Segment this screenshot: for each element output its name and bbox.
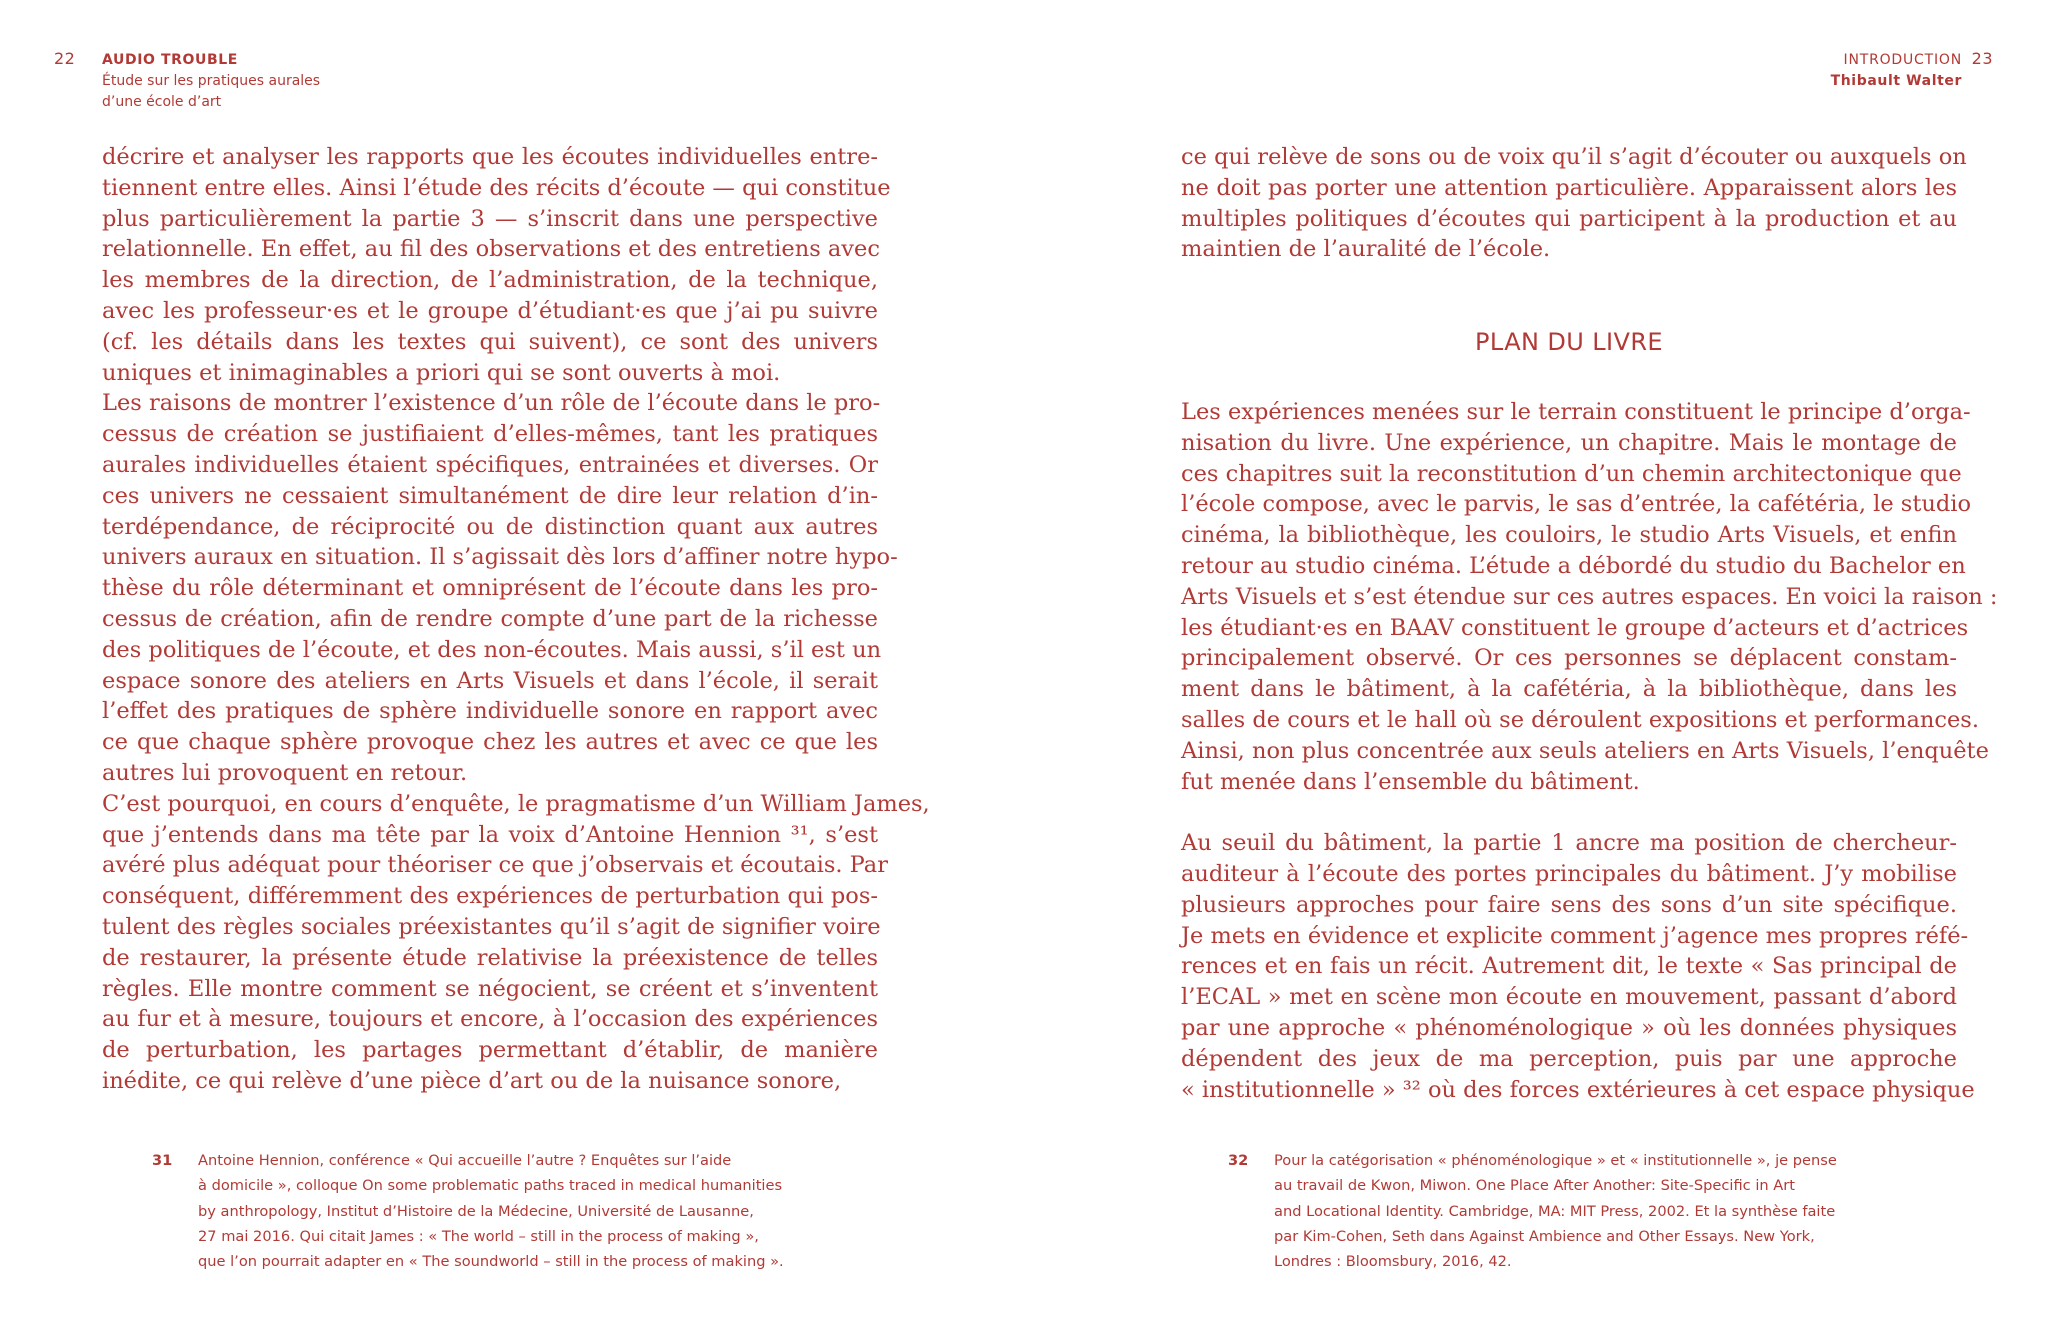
text-line: ces univers ne cessaient simultanément de dire leur relation d’in- — [102, 482, 878, 509]
text-line: avec les professeur·es et le groupe d’étudiant·es que j’ai pu suivre — [102, 297, 878, 324]
running-head — [1831, 50, 1962, 92]
text-line: maintien de l’auralité de l’école. — [1181, 236, 1551, 263]
section-heading: PLAN DU LIVRE — [1475, 328, 1663, 357]
footnote-line: Londres : Bloomsbury, 2016, 42. — [1274, 1253, 1512, 1271]
footnote-line: que l’on pourrait adapter en « The soundworld – still in the process of making ». — [198, 1253, 784, 1271]
book-subtitle-line: d’une école d’art — [102, 94, 222, 110]
text-line: l’ECAL » met en scène mon écoute en mouvement, passant d’abord — [1181, 984, 1957, 1011]
text-line: (cf. les détails dans les textes qui suivent), ce sont des univers — [102, 328, 878, 355]
footnote-number: 31 — [152, 1152, 173, 1169]
text-line: ment dans le bâtiment, à la cafétéria, à la bibliothèque, dans les — [1181, 676, 1957, 703]
text-line: Les expériences menées sur le terrain constituent le principe d’orga- — [1181, 398, 1971, 425]
footnote-text — [1274, 1148, 1837, 1274]
text-line: retour au studio cinéma. L’étude a débordé du studio du Bachelor en — [1181, 552, 1966, 579]
body-text — [102, 142, 930, 1097]
text-line: ces chapitres suit la reconstitution d’un chemin architectonique que — [1181, 460, 1962, 487]
text-line: uniques et inimaginables a priori qui se sont ouverts à moi. — [102, 359, 781, 386]
footnote-text — [198, 1148, 784, 1274]
footnote-number: 32 — [1228, 1152, 1249, 1169]
footnote — [1228, 1148, 1837, 1274]
page-number: 23 — [1971, 49, 1993, 68]
text-line: que j’entends dans ma tête par la voix d’Antoine Hennion ³¹, s’est — [102, 821, 878, 848]
text-line: nisation du livre. Une expérience, un chapitre. Mais le montage de — [1181, 429, 1957, 456]
text-line: de restaurer, la présente étude relativise la préexistence de telles — [102, 944, 878, 971]
text-line: tiennent entre elles. Ainsi l’étude des récits d’écoute — qui constitue — [102, 174, 891, 201]
text-line: les étudiant·es en BAAV constituent le groupe d’acteurs et d’actrices — [1181, 614, 1969, 641]
text-line: plus particulièrement la partie 3 — s’inscrit dans une perspective — [102, 205, 878, 232]
book-subtitle-line: Étude sur les pratiques aurales — [102, 73, 321, 89]
text-line: ce qui relève de sons ou de voix qu’il s’agit d’écouter ou auxquels on — [1181, 144, 1967, 170]
text-line: aurales individuelles étaient spécifiques, entrainées et diverses. Or — [102, 451, 878, 478]
text-line: l’effet des pratiques de sphère individuelle sonore en rapport avec — [102, 698, 878, 725]
page-number: 22 — [54, 49, 76, 68]
text-line: décrire et analyser les rapports que les écoutes individuelles entre- — [102, 144, 878, 170]
text-line: principalement observé. Or ces personnes se déplacent constam- — [1181, 645, 1957, 672]
text-line: autres lui provoquent en retour. — [102, 759, 468, 786]
text-line: cessus de création, afin de rendre compte d’une part de la richesse — [102, 605, 878, 632]
text-line: conséquent, différemment des expériences de perturbation qui pos- — [102, 883, 878, 910]
text-line: ne doit pas porter une attention particulière. Apparaissent alors les — [1181, 174, 1957, 201]
text-line: Au seuil du bâtiment, la partie 1 ancre ma position de chercheur- — [1181, 830, 1957, 857]
book-title: AUDIO TROUBLE — [102, 52, 238, 68]
text-line: ce que chaque sphère provoque chez les autres et avec ce que les — [102, 729, 878, 756]
footnote-line: by anthropology, Institut d’Histoire de la Médecine, Université de Lausanne, — [198, 1202, 754, 1220]
running-head — [102, 50, 320, 113]
text-line: terdépendance, de réciprocité ou de distinction quant aux autres — [102, 513, 878, 540]
text-line: « institutionnelle » ³² où des forces extérieures à cet espace physique — [1181, 1076, 1975, 1103]
right-page — [1023, 0, 2047, 1338]
text-line: thèse du rôle déterminant et omniprésent de l’écoute dans les pro- — [102, 575, 878, 602]
text-line: inédite, ce qui relève d’une pièce d’art ou de la nuisance sonore, — [102, 1067, 842, 1094]
text-line: C’est pourquoi, en cours d’enquête, le pragmatisme d’un William James, — [102, 790, 930, 817]
text-line: tulent des règles sociales préexistantes qu’il s’agit de signifier voire — [102, 913, 881, 940]
footnote-line: Antoine Hennion, conférence « Qui accueille l’autre ? Enquêtes sur l’aide — [198, 1152, 732, 1169]
text-line: multiples politiques d’écoutes qui participent à la production et au — [1181, 205, 1957, 232]
text-line: salles de cours et le hall où se déroulent expositions et performances. — [1181, 706, 1980, 733]
text-line: Ainsi, non plus concentrée aux seuls ateliers en Arts Visuels, l’enquête — [1181, 737, 1989, 764]
text-line: espace sonore des ateliers en Arts Visuels et dans l’école, il serait — [102, 667, 878, 694]
text-line: dépendent des jeux de ma perception, puis par une approche — [1181, 1045, 1957, 1072]
text-line: Les raisons de montrer l’existence d’un rôle de l’écoute dans le pro- — [102, 390, 881, 417]
author-name: Thibault Walter — [1830, 73, 1962, 89]
footnote-line: par Kim-Cohen, Seth dans Against Ambience and Other Essays. New York, — [1274, 1227, 1815, 1245]
text-line: Arts Visuels et s’est étendue sur ces autres espaces. En voici la raison : — [1181, 583, 1998, 610]
footnote-line: à domicile », colloque On some problematic paths traced in medical humanities — [198, 1177, 783, 1195]
text-line: l’école compose, avec le parvis, le sas d’entrée, la cafétéria, le studio — [1181, 491, 1972, 518]
section-title: INTRODUCTION — [1843, 52, 1962, 68]
text-line: avéré plus adéquat pour théoriser ce que j’observais et écoutais. Par — [102, 852, 888, 879]
footnote-line: and Locational Identity. Cambridge, MA: MIT Press, 2002. Et la synthèse faite — [1274, 1202, 1836, 1220]
footnote-line: 27 mai 2016. Qui citait James : « The world – still in the process of making », — [198, 1227, 759, 1245]
text-line: des politiques de l’écoute, et des non-écoutes. Mais aussi, s’il est un — [102, 636, 882, 663]
text-line: les membres de la direction, de l’administration, de la technique, — [102, 267, 878, 294]
left-page — [0, 0, 1023, 1338]
text-line: auditeur à l’écoute des portes principales du bâtiment. J’y mobilise — [1181, 860, 1957, 887]
text-line: cessus de création se justifiaient d’elles-mêmes, tant les pratiques — [102, 421, 878, 448]
body-text — [1181, 142, 1998, 1105]
text-line: au fur et à mesure, toujours et encore, à l’occasion des expériences — [102, 1006, 878, 1033]
text-line: règles. Elle montre comment se négocient, se créent et s’inventent — [102, 975, 878, 1002]
text-line: fut menée dans l’ensemble du bâtiment. — [1181, 768, 1640, 795]
footnote — [152, 1148, 784, 1274]
text-line: univers auraux en situation. Il s’agissait dès lors d’affiner notre hypo- — [102, 544, 898, 571]
text-line: Je mets en évidence et explicite comment j’agence mes propres réfé- — [1181, 922, 1969, 949]
text-line: plusieurs approches pour faire sens des sons d’un site spécifique. — [1181, 891, 1957, 918]
footnote-line: au travail de Kwon, Miwon. One Place After Another: Site-Specific in Art — [1274, 1177, 1795, 1195]
text-line: de perturbation, les partages permettant d’établir, de manière — [102, 1037, 878, 1064]
text-line: relationnelle. En effet, au fil des observations et des entretiens avec — [102, 236, 880, 263]
text-line: rences et en fais un récit. Autrement dit, le texte « Sas principal de — [1181, 953, 1957, 980]
footnote-line: Pour la catégorisation « phénoménologique » et « institutionnelle », je pense — [1274, 1152, 1837, 1169]
text-line: par une approche « phénoménologique » où les données physiques — [1181, 1014, 1957, 1041]
text-line: cinéma, la bibliothèque, les couloirs, le studio Arts Visuels, et enfin — [1181, 522, 1957, 549]
